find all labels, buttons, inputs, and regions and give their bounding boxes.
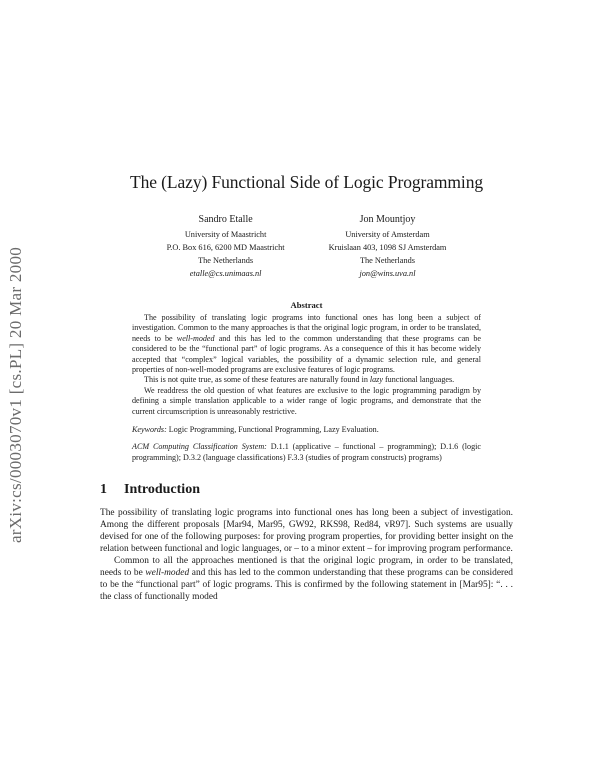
author-name: Sandro Etalle [198,214,253,225]
author-mountjoy [329,212,447,280]
author-email: etalle@cs.unimaas.nl [189,269,262,278]
abstract-heading: Abstract [290,300,323,310]
section-title: Introduction [124,482,200,498]
section-number: 1 [100,482,107,498]
body-paragraph: The possibility of translating logic programs into functional ones has long been a subject of investigation. Among the different proposals [Mar94, Mar95, GW92, RKS98, Red84, vR97]. Such systems are usually devised for one of the following purposes: for proving program properties, for providing better insight on the relation between functional and logic languages, or – to a minor extent – for improving program performance. [100,508,513,555]
paper-title: The (Lazy) Functional Side of Logic Programming [130,172,483,192]
acm-classification [132,442,481,463]
author-block [100,212,513,280]
abstract-body [132,313,481,417]
keywords [132,425,481,435]
abstract-paragraph: The possibility of translating logic programs into functional ones has long been a subject of investigation. Common to the many approaches is that the original logic program, in order to be translated, needs to be well-moded and this has led to the common understanding that these programs can be considered to be the “functional part” of logic programs. As a consequence of this it has become widely accepted that “complex” logical variables, the possibility of a dynamic selection rule, and general properties of non-well-moded programs are exclusive features of logic programs. [132,313,482,375]
author-etalle [167,212,285,280]
body-paragraph: Common to all the approaches mentioned is that the original logic program, in order to be translated, needs to be well-moded and this has led to the common understanding that these programs can be considered to be the “functional part” of logic programs. This is confirmed by the following statement in [Mar95]: “. . . the class of functionally moded [100,556,513,603]
author-name: Jon Mountjoy [359,214,416,225]
arxiv-identifier-stamp [5,190,27,600]
author-country: The Netherlands [359,256,416,265]
author-affiliation: University of Maastricht [184,230,267,239]
section-heading-introduction [100,482,513,498]
acm-label: ACM Computing Classification System: [132,442,267,452]
keywords-text: Logic Programming, Functional Programming, Lazy Evaluation. [166,425,379,435]
abstract-paragraph: We readdress the old question of what features are exclusive to the logic programming paradigm by defining a simple translation applicable to a wider range of logic programs, and demonstrate that the current circumscription is unreasonably restrictive. [132,385,481,416]
author-email: jon@wins.uva.nl [359,269,416,278]
introduction-body [100,507,513,603]
abstract-paragraph: This is not quite true, as some of these features are naturally found in lazy functional languages. [144,375,455,385]
author-affiliation: University of Amsterdam [345,230,430,239]
keywords-label: Keywords: [132,425,167,435]
author-address: Kruislaan 403, 1098 SJ Amsterdam [328,243,447,252]
paper-page [100,172,513,603]
author-country: The Netherlands [198,256,254,265]
arxiv-identifier: arXiv:cs/0003070v1 [cs.PL] 20 Mar 2000 [6,246,26,544]
acm-text: D.1.1 (applicative – functional – programming); D.1.6 (logic programming); D.3.2 (language classifications) F.3.3 (studies of program constructs) programs) [132,442,481,462]
author-address: P.O. Box 616, 6200 MD Maastricht [166,243,285,252]
